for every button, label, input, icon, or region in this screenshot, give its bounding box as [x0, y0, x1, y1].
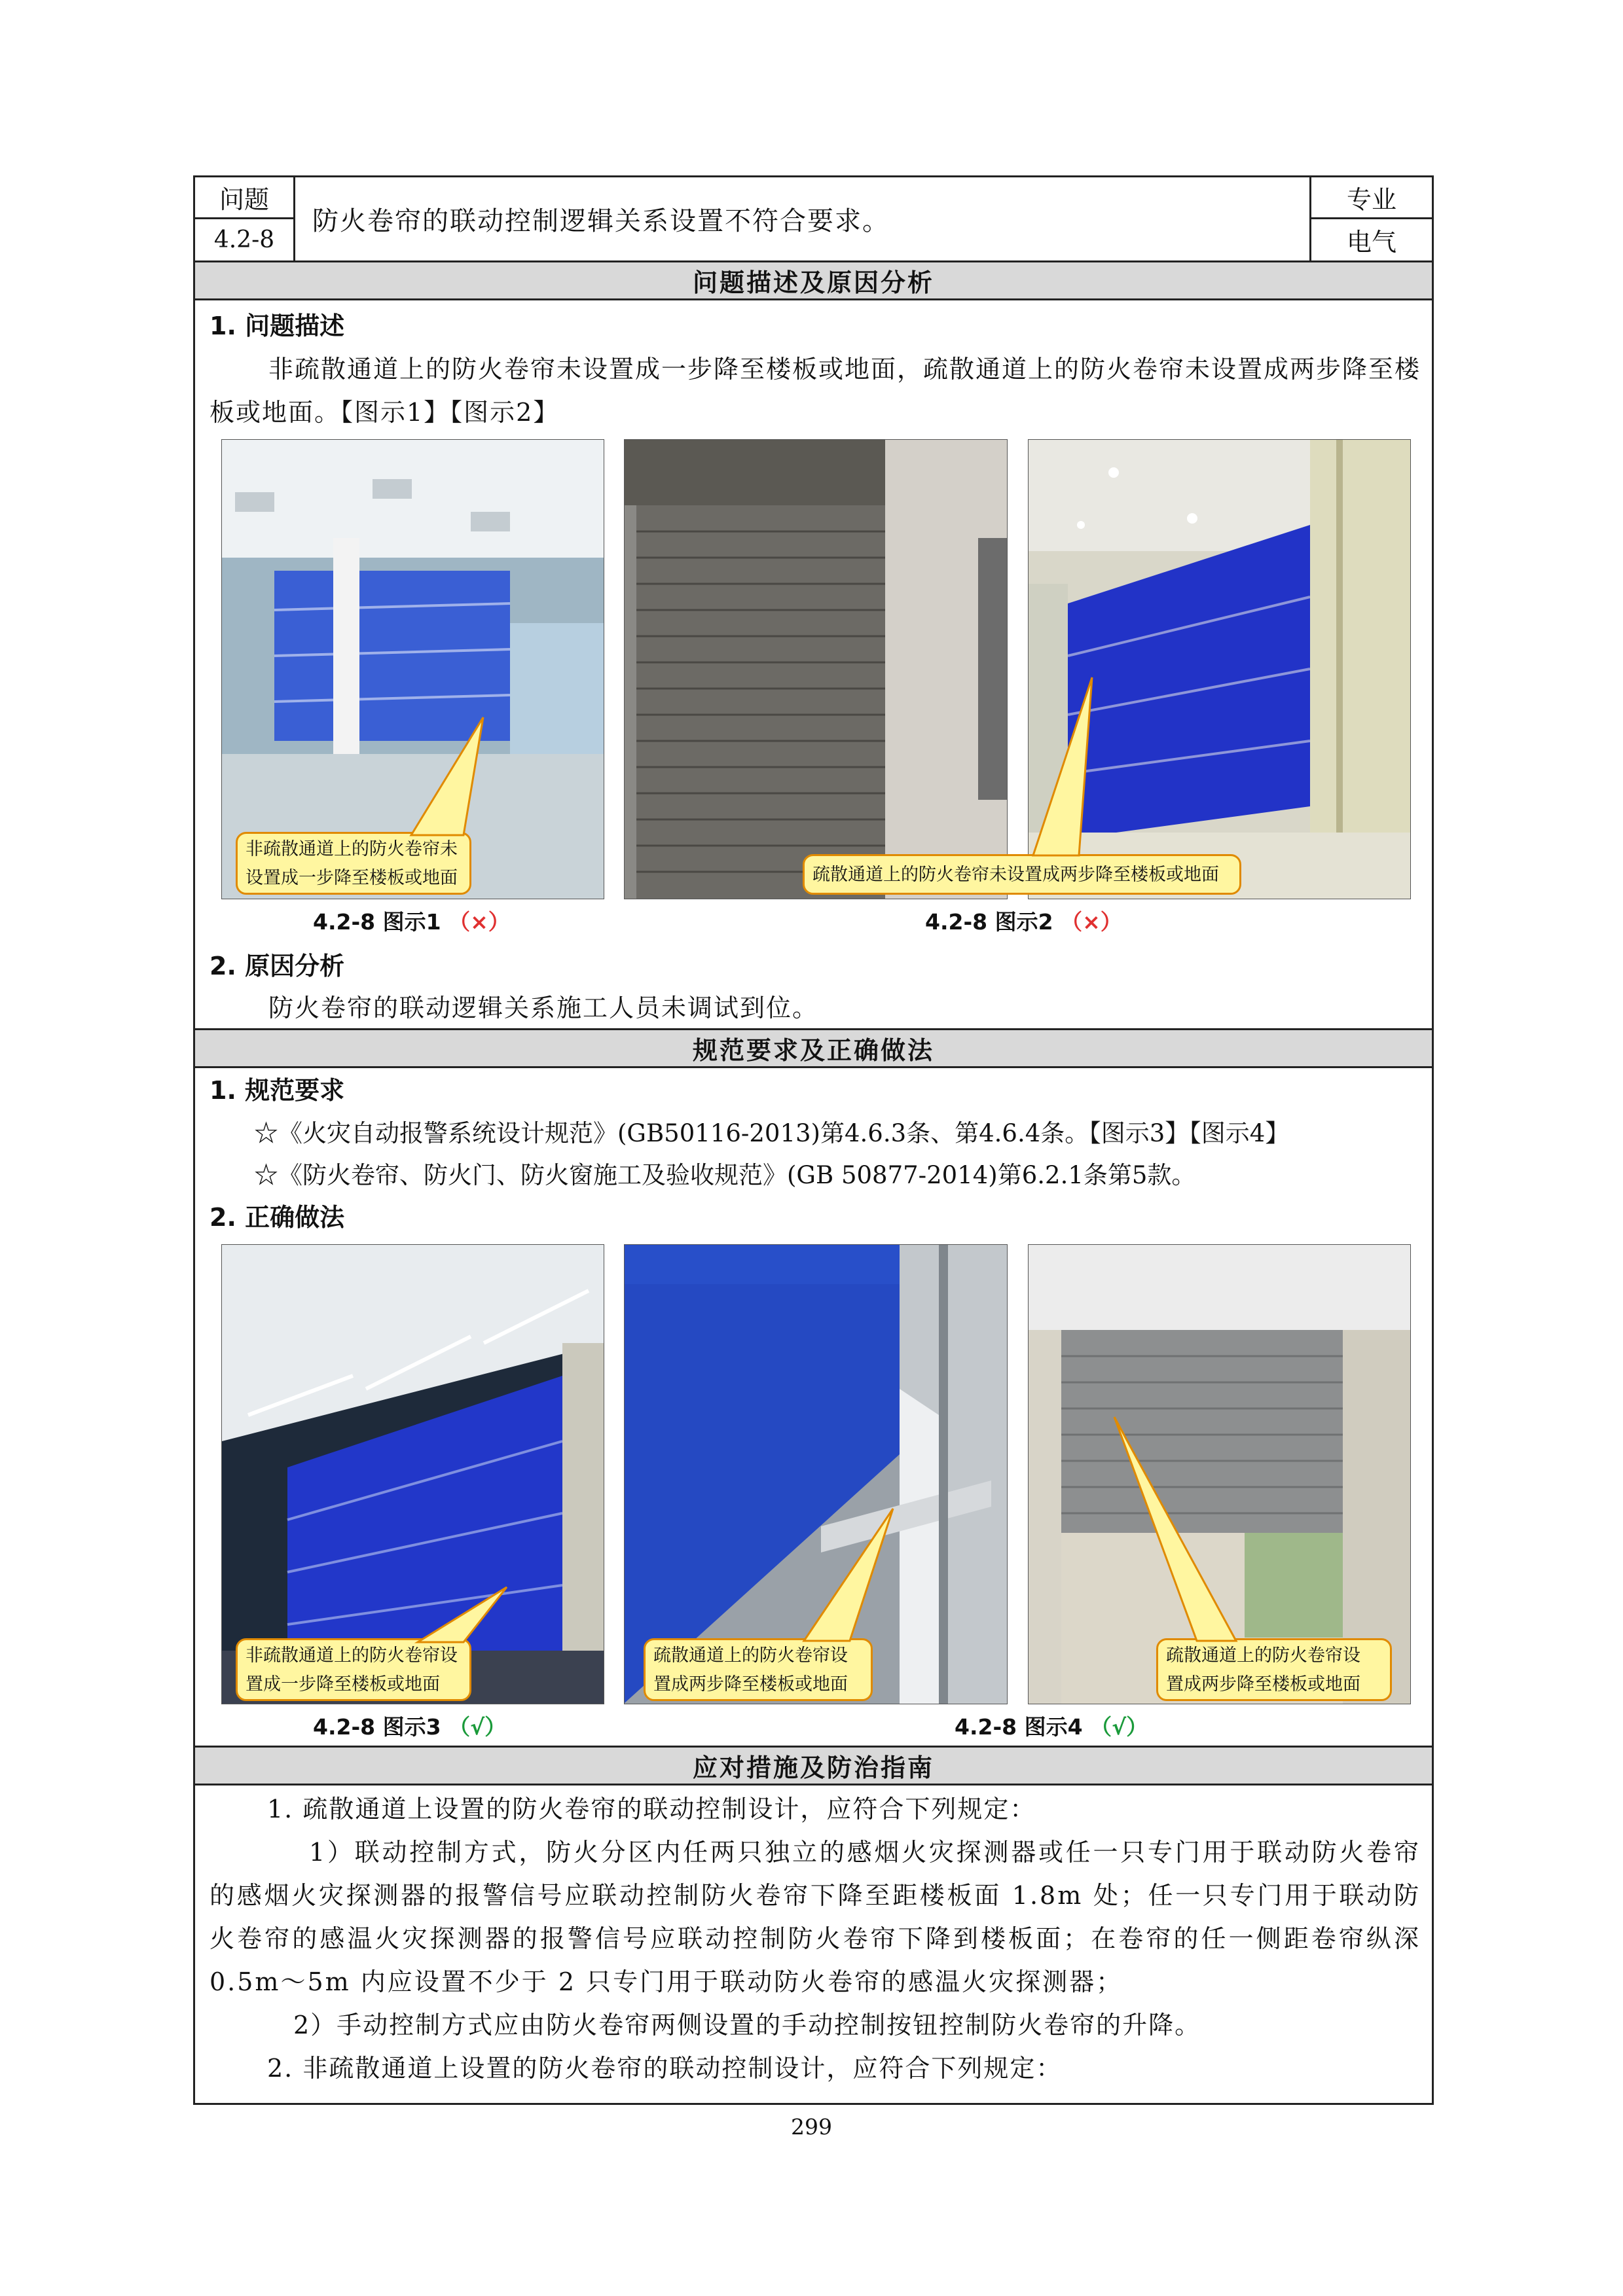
section-bar-analysis	[195, 260, 1432, 300]
problem-label: 问题	[219, 185, 269, 214]
caption-2-mark: （×）	[1061, 909, 1122, 935]
callout-5-line1: 疏散通道上的防火卷帘设	[1166, 1645, 1360, 1666]
desc-text: 非疏散通道上的防火卷帘未设置成一步降至楼板或地面，疏散通道上的防火卷帘未设置成两步降至楼板或地面。【图示1】【图示2】	[210, 355, 1421, 427]
callout-1-tail	[392, 714, 496, 838]
problem-title: 防火卷帘的联动控制逻辑关系设置不符合要求。	[312, 206, 890, 236]
callout-4-tail	[797, 1506, 896, 1643]
caption-3-mark: （√）	[448, 1714, 507, 1740]
section-title: 规范要求及正确做法	[692, 1036, 934, 1065]
callout-4-line2: 置成两步降至楼板或地面	[653, 1674, 848, 1695]
measure-item-1: 1. 疏散通道上设置的防火卷帘的联动控制设计，应符合下列规定：	[267, 1795, 1036, 1823]
caption-1-mark: （×）	[448, 909, 510, 935]
callout-2-text: 疏散通道上的防火卷帘未设置成两步降至楼板或地面	[812, 865, 1219, 885]
callout-1-line1: 非疏散通道上的防火卷帘未	[246, 839, 458, 859]
callout-3-line2: 置成一步降至楼板或地面	[246, 1674, 440, 1695]
callout-4	[644, 1638, 873, 1701]
req-item-2: ☆《防火卷帘、防火门、防火窗施工及验收规范》(GB 50877-2014)第6.2.1条第5款。	[254, 1161, 1196, 1189]
cause-heading: 2. 原因分析	[210, 952, 345, 980]
callout-2	[803, 854, 1241, 895]
section-bar-measures	[195, 1746, 1432, 1785]
callout-1	[236, 832, 471, 895]
problem-code-cell	[195, 219, 295, 260]
measure-item-2: 2. 非疏散通道上设置的防火卷帘的联动控制设计，应符合下列规定：	[267, 2054, 1063, 2083]
section-title: 应对措施及防治指南	[692, 1753, 934, 1782]
correct-heading: 2. 正确做法	[210, 1203, 345, 1232]
section-bar-requirements	[195, 1028, 1432, 1068]
cause-text: 防火卷帘的联动逻辑关系施工人员未调试到位。	[268, 994, 819, 1022]
major-label-cell	[1311, 177, 1432, 219]
page-number: 299	[791, 2114, 832, 2140]
caption-4	[955, 1710, 1148, 1741]
measure-item-1-sub-1: 1）联动控制方式，防火分区内任两只独立的感烟火灾探测器或任一只专门用于联动防火卷帘的感烟火灾探测器的报警信号应联动控制防火卷帘下降至距楼板面 1.8m 处；任一只专门用于联动防火卷帘的感温火灾探测器的报警信号应联动控制防火卷帘下降到楼板面；在卷帘的任一侧距卷帘纵深 0.5m～5m 内应设置不少于 2 只专门用于联动防火卷帘的感温火灾探测器；	[210, 1838, 1421, 1996]
callout-2-tail	[1007, 675, 1105, 858]
title-cell	[295, 177, 1311, 260]
measure-item-1-sub-2: 2）手动控制方式应由防火卷帘两侧设置的手动控制按钮控制防火卷帘的升降。	[293, 2011, 1201, 2039]
major-label: 专业	[1346, 185, 1396, 214]
req-heading: 1. 规范要求	[210, 1076, 345, 1105]
problem-label-cell	[195, 177, 295, 219]
callout-5-tail	[1112, 1414, 1243, 1643]
desc-heading: 1. 问题描述	[210, 312, 345, 340]
callout-3-tail	[392, 1585, 509, 1643]
caption-1	[313, 905, 510, 936]
photo-2	[624, 439, 1008, 899]
callout-5-line2: 置成两步降至楼板或地面	[1166, 1674, 1360, 1695]
callout-5	[1156, 1638, 1392, 1701]
section-title: 问题描述及原因分析	[692, 268, 934, 297]
req-item-1: ☆《火灾自动报警系统设计规范》(GB50116-2013)第4.6.3条、第4.6.4条。【图示3】【图示4】	[254, 1119, 1290, 1147]
callout-3-line1: 非疏散通道上的防火卷帘设	[246, 1645, 458, 1666]
callout-1-line2: 设置成一步降至楼板或地面	[246, 868, 458, 888]
callout-4-line1: 疏散通道上的防火卷帘设	[653, 1645, 848, 1666]
caption-1-text: 4.2-8 图示1	[313, 909, 441, 935]
caption-2-text: 4.2-8 图示2	[925, 909, 1053, 935]
major-value-cell	[1311, 219, 1432, 260]
photo-2-image	[625, 440, 1008, 899]
problem-code: 4.2-8	[213, 226, 275, 253]
caption-4-text: 4.2-8 图示4	[955, 1714, 1083, 1740]
caption-4-mark: （√）	[1090, 1714, 1148, 1740]
caption-2	[925, 905, 1122, 936]
caption-3-text: 4.2-8 图示3	[313, 1714, 441, 1740]
callout-3	[236, 1638, 471, 1701]
major-value: 电气	[1346, 228, 1396, 257]
caption-3	[313, 1710, 506, 1741]
document-table	[193, 175, 1434, 2105]
